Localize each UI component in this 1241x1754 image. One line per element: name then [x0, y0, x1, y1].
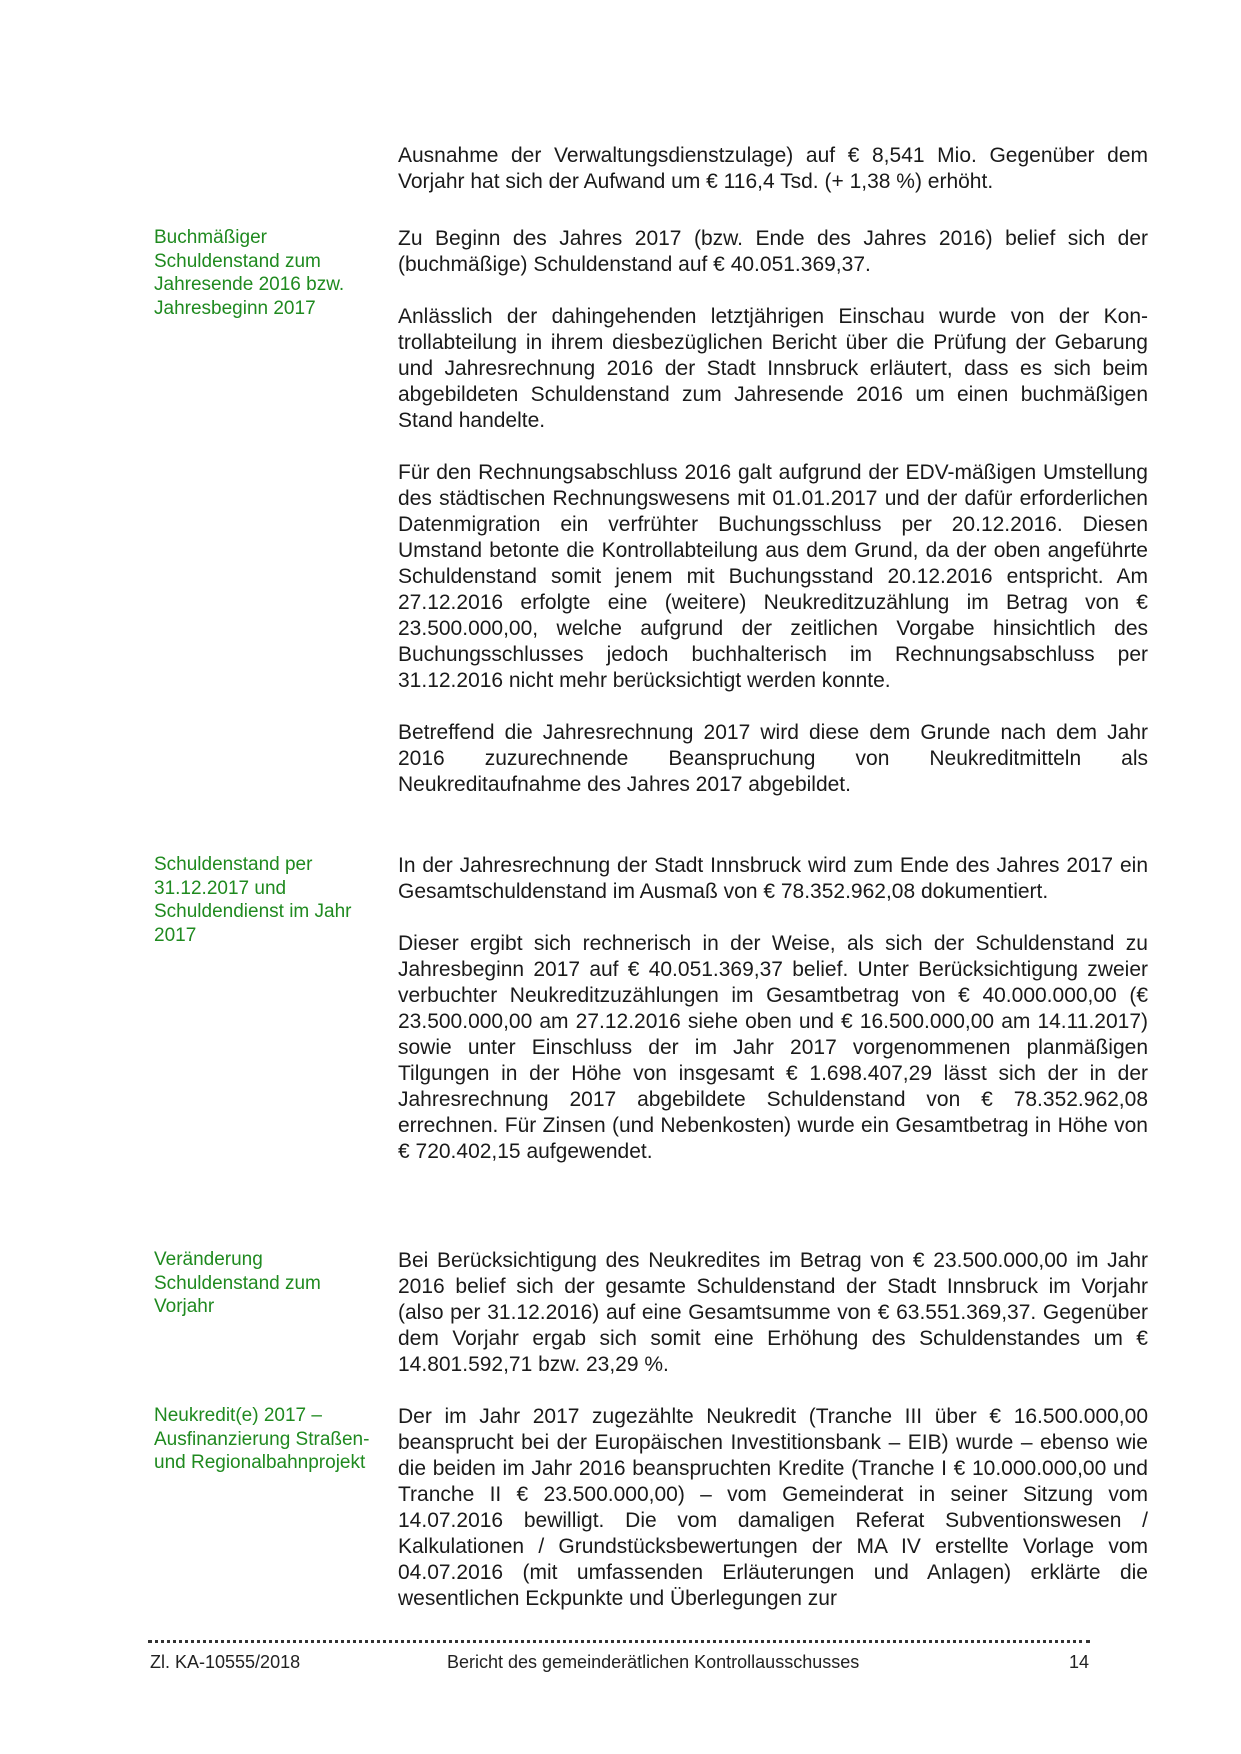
paragraph: Ausnahme der Verwaltungsdienstzulage) auf € 8,541 Mio. Gegenüber dem Vorjahr hat sich der Aufwand um € 116,4 Tsd. (+ 1,38 %) erhöht.	[398, 144, 1148, 193]
paragraph: Für den Rechnungsabschluss 2016 galt aufgrund der EDV-mäßigen Umstellung des städtischen Rechnungswesens mit 01.01.2017 und der dafür erforderlichen Datenmigration ein verfrühter Buchungsschluss per 20.12.2016. Diesen Umstand betonte die Kontrollabteilung aus dem Grund, da der oben angeführte Schuldenstand somit jenem mit Buchungsstand 20.12.2016 entspricht. Am 27.12.2016 erfolgte eine (weitere) Neukreditzuzählung im Betrag von € 23.500.000,00, welche aufgrund der zeitlichen Vorgabe hinsichtlich des Buchungsschlusses jedoch buchhalterisch im Rechnungsabschluss per 31.12.2016 nicht mehr berücksichtigt werden konnte.	[398, 461, 1148, 692]
paragraph: Betreffend die Jahresrechnung 2017 wird diese dem Grunde nach dem Jahr 2016 zuzurechnende Beanspruchung von Neukreditmitteln als Neukreditaufnahme des Jahres 2017 abgebildet.	[398, 721, 1148, 796]
paragraph: Der im Jahr 2017 zugezählte Neukredit (Tranche III über € 16.500.000,00 beansprucht bei der Europäischen Investitionsbank – EIB) wurde – ebenso wie die beiden im Jahr 2016 beanspruchten Kredite (Tranche I € 10.000.000,00 und Tranche II € 23.500.000,00) – vom Gemeinderat in seiner Sitzung vom 14.07.2016 bewilligt. Die vom damaligen Referat Subventionswesen / Kalkulationen / Grundstücksbewertungen der MA IV erstellte Vorlage vom 04.07.2016 (mit umfassenden Erläuterungen und Anlagen) erklärte die wesentlichen Eckpunkte und Überlegungen zur	[398, 1405, 1148, 1610]
paragraph: Dieser ergibt sich rechnerisch in der Weise, als sich der Schuldenstand zu Jahresbeginn 2017 auf € 40.051.369,37 belief. Unter Berücksichtigung zweier verbuchter Neukreditzuzählungen im Gesamtbetrag von € 40.000.000,00 (€ 23.500.000,00 am 27.12.2016 siehe oben und € 16.500.000,00 am 14.11.2017) sowie unter Einschluss der im Jahr 2017 vorgenommenen planmäßigen Tilgungen in der Höhe von insgesamt € 1.698.407,29 lässt sich der in der Jahresrechnung 2017 abgebildete Schuldenstand von € 78.352.962,08 errechnen. Für Zinsen (und Nebenkosten) wurde ein Gesamtbetrag in Höhe von € 720.402,15 aufgewendet.	[398, 932, 1148, 1163]
footer-divider	[148, 1640, 1090, 1643]
paragraph: Anlässlich der dahingehenden letztjährigen Einschau wurde von der Kontrollabteilung in ihrem diesbezüglichen Bericht über die Prüfung der Gebarung und Jahresrechnung 2016 der Stadt Innsbruck erläutert, dass es sich beim abgebildeten Schuldenstand zum Jahresende 2016 um einen buchmäßigen Stand handelte.	[398, 305, 1148, 432]
margin-note-neukredit-2017: Neukredit(e) 2017 – Ausfinanzierung Straßen- und Regionalbahnprojekt	[154, 1405, 370, 1473]
paragraph: In der Jahresrechnung der Stadt Innsbruck wird zum Ende des Jahres 2017 ein Gesamtschuldenstand im Ausmaß von € 78.352.962,08 dokumentiert.	[398, 854, 1148, 903]
paragraph: Bei Berücksichtigung des Neukredites im Betrag von € 23.500.000,00 im Jahr 2016 belief sich der gesamte Schuldenstand der Stadt Innsbruck im Vorjahr (also per 31.12.2016) auf eine Gesamtsumme von € 63.551.369,37. Gegenüber dem Vorjahr ergab sich somit eine Erhöhung des Schuldenstandes um € 14.801.592,71 bzw. 23,29 %.	[398, 1249, 1148, 1376]
section-buchmaessiger-schuldenstand	[398, 226, 1148, 824]
margin-note-schuldenstand-2017: Schuldenstand per 31.12.2017 und Schuldendienst im Jahr 2017	[154, 854, 352, 946]
margin-note-veraenderung-schuldenstand: Veränderung Schuldenstand zum Vorjahr	[154, 1249, 321, 1317]
page-number: 14	[1069, 1652, 1090, 1672]
paragraph: Zu Beginn des Jahres 2017 (bzw. Ende des Jahres 2016) belief sich der (buchmäßige) Schuldenstand auf € 40.051.369,37.	[398, 227, 1148, 276]
margin-note-buchmaessiger-schuldenstand: Buchmäßiger Schuldenstand zum Jahresende 2016 bzw. Jahresbeginn 2017	[154, 227, 345, 319]
footer-reference: Zl. KA-10555/2018	[150, 1652, 301, 1672]
section-continuation	[398, 143, 1148, 221]
footer-title: Bericht des gemeinderätlichen Kontrollausschusses	[447, 1652, 860, 1672]
section-schuldenstand-2017	[398, 853, 1148, 1191]
section-veraenderung-schuldenstand	[398, 1248, 1148, 1404]
section-neukredit-2017	[398, 1404, 1148, 1638]
